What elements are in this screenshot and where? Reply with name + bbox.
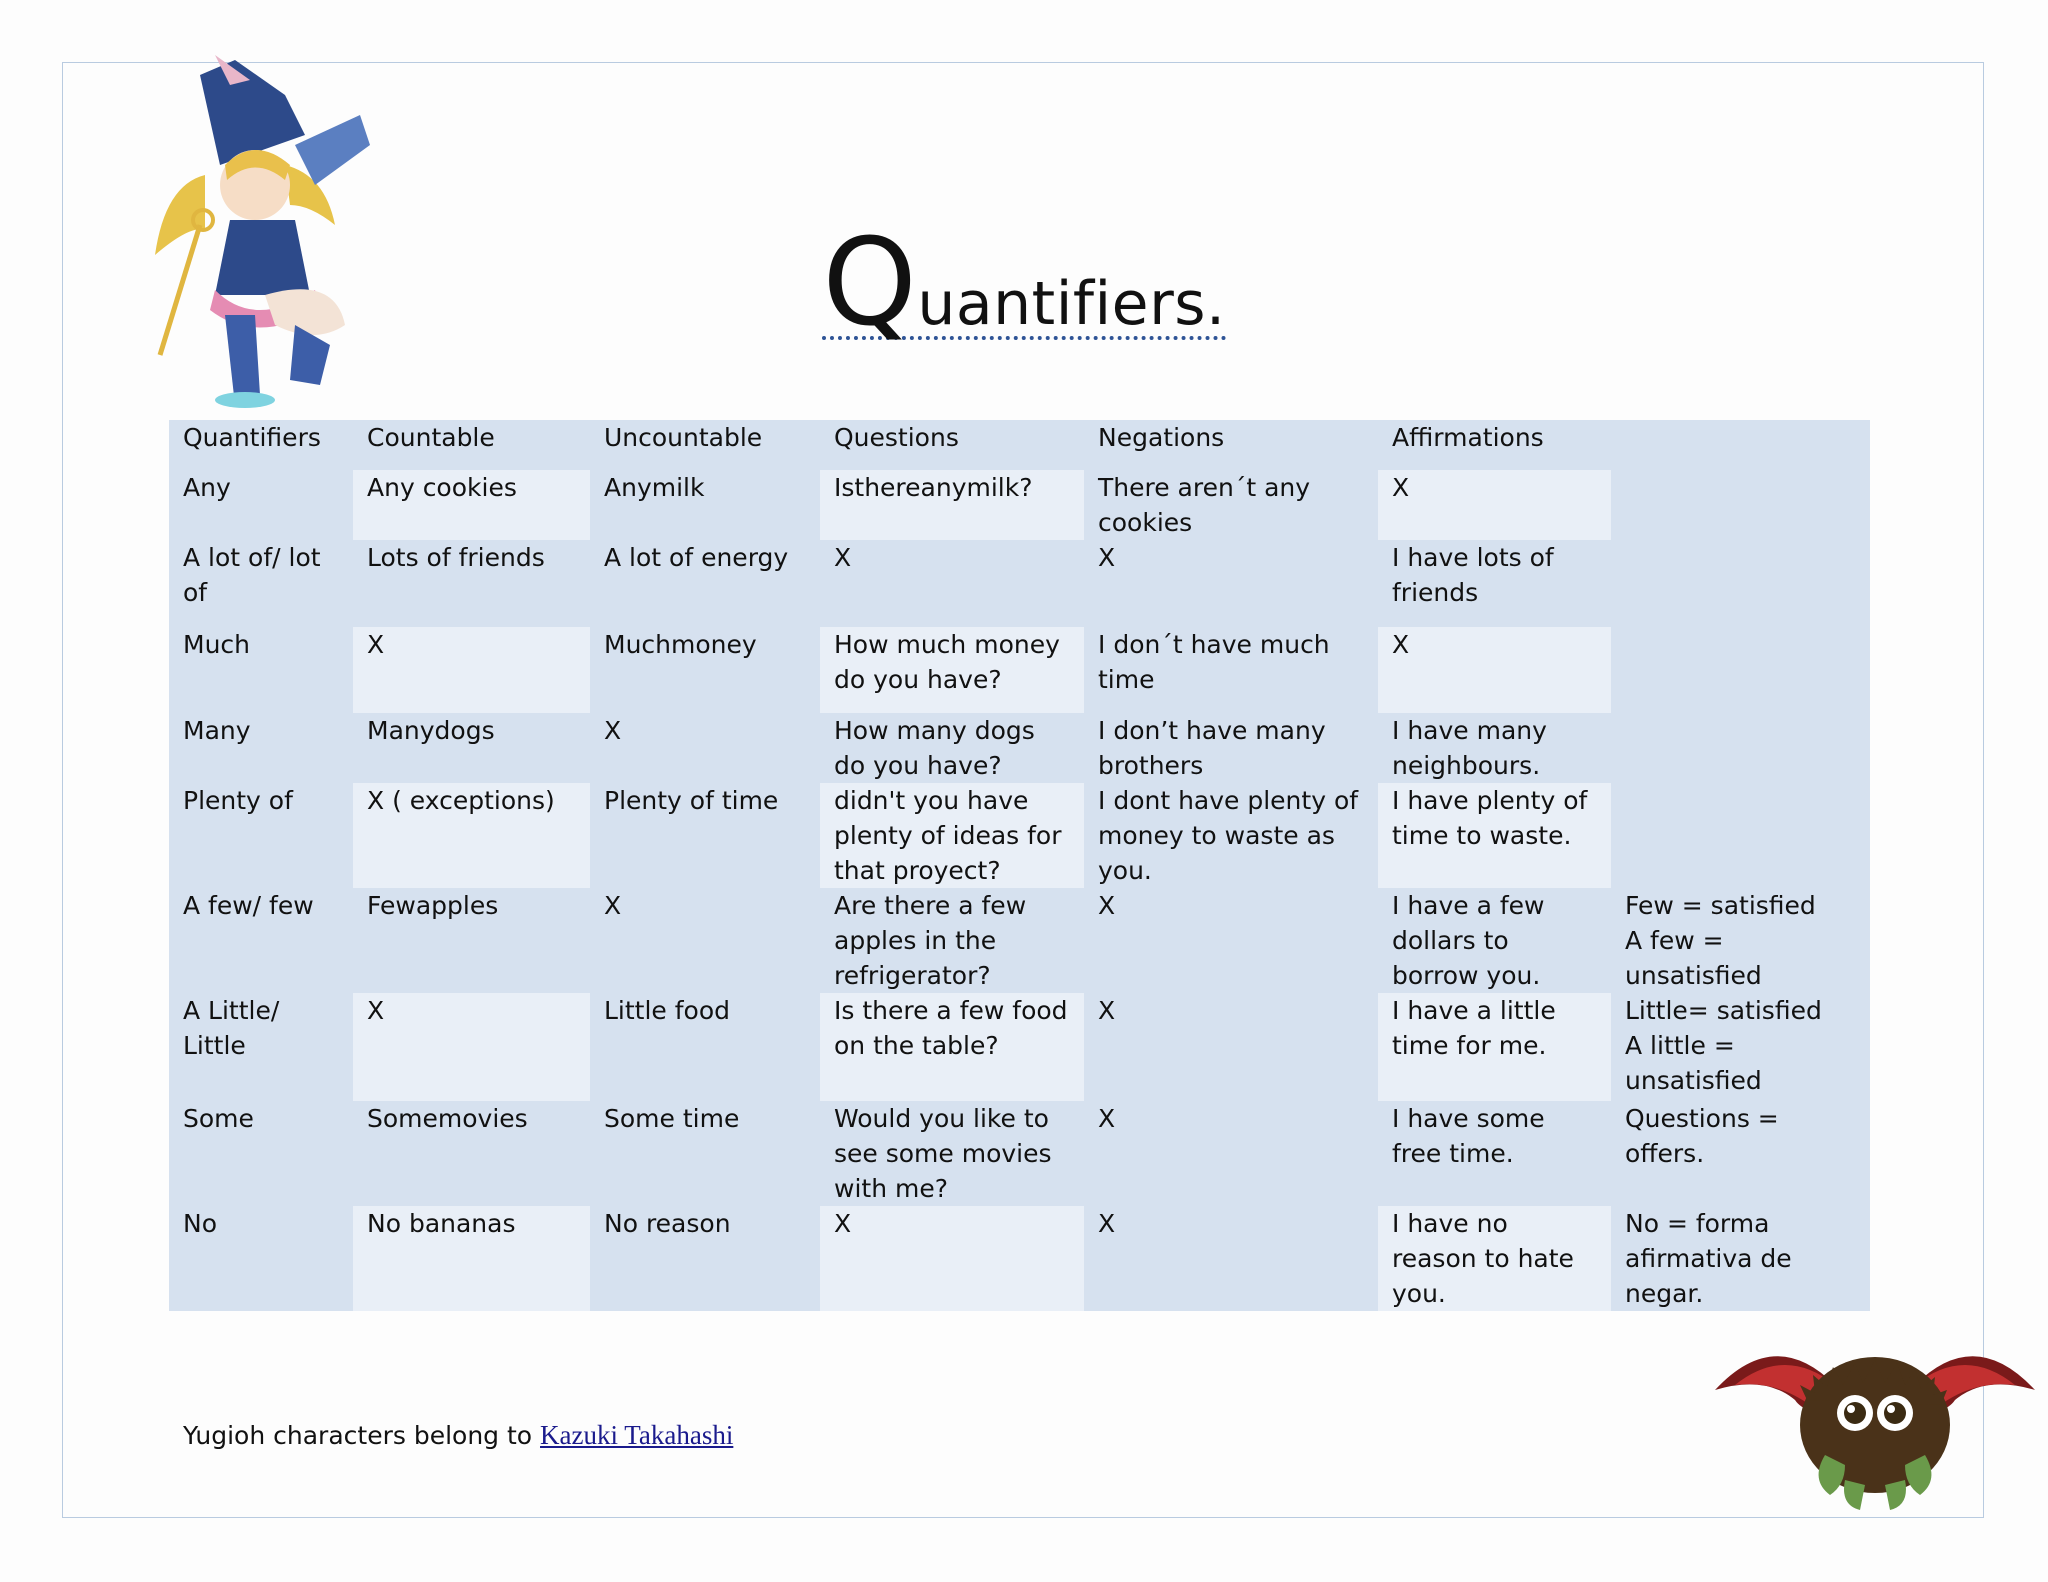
table-cell: X — [820, 540, 1084, 627]
table-cell: I have a few dollars to borrow you. — [1378, 888, 1611, 993]
author-link[interactable]: Kazuki Takahashi — [540, 1420, 734, 1450]
table-cell: Any — [169, 470, 353, 540]
table-cell: No = forma afirmativa de negar. — [1611, 1206, 1870, 1311]
table-header-cell: Quantifiers — [169, 420, 353, 470]
table-cell: X — [353, 993, 590, 1101]
table-cell: Fewapples — [353, 888, 590, 993]
table-cell: Somemovies — [353, 1101, 590, 1206]
table-header-cell — [1611, 420, 1870, 470]
table-cell: X — [1084, 540, 1378, 627]
table-header-cell: Questions — [820, 420, 1084, 470]
table-cell: X — [590, 713, 820, 783]
table-cell: I have many neighbours. — [1378, 713, 1611, 783]
table-cell: How many dogs do you have? — [820, 713, 1084, 783]
table-cell: There aren´t any cookies — [1084, 470, 1378, 540]
table-cell: Any cookies — [353, 470, 590, 540]
dark-magician-girl-illustration — [145, 55, 375, 410]
table-cell: X — [1378, 627, 1611, 713]
table-cell: Plenty of — [169, 783, 353, 888]
table-cell: Some — [169, 1101, 353, 1206]
table-cell: Anymilk — [590, 470, 820, 540]
table-cell: A Little/ Little — [169, 993, 353, 1101]
table-cell: A few/ few — [169, 888, 353, 993]
table-cell: X ( exceptions) — [353, 783, 590, 888]
table-header-row — [169, 420, 1870, 470]
table-cell: How much money do you have? — [820, 627, 1084, 713]
table-cell: Manydogs — [353, 713, 590, 783]
table-cell — [1611, 627, 1870, 713]
table-cell — [1611, 540, 1870, 627]
table-cell: I have some free time. — [1378, 1101, 1611, 1206]
table-cell: I dont have plenty of money to waste as you. — [1084, 783, 1378, 888]
title-initial: Q — [822, 214, 918, 353]
table-cell — [1611, 470, 1870, 540]
table-cell: Is there a few food on the table? — [820, 993, 1084, 1101]
table-cell: Much — [169, 627, 353, 713]
quantifiers-table — [169, 420, 1870, 1311]
title-rest: uantifiers. — [917, 269, 1226, 339]
table-header-cell: Uncountable — [590, 420, 820, 470]
table-cell: X — [1084, 1101, 1378, 1206]
table-cell: Some time — [590, 1101, 820, 1206]
table-cell: I don’t have many brothers — [1084, 713, 1378, 783]
table-cell: X — [353, 627, 590, 713]
page-title — [822, 214, 1226, 353]
table-cell: I have a little time for me. — [1378, 993, 1611, 1101]
table-row — [169, 627, 1870, 713]
table-row — [169, 713, 1870, 783]
table-cell: Muchmoney — [590, 627, 820, 713]
footer-text: Yugioh characters belong to — [183, 1421, 541, 1450]
table-cell: X — [1084, 888, 1378, 993]
table-row — [169, 470, 1870, 540]
table-cell: X — [590, 888, 820, 993]
table-cell: Isthereanymilk? — [820, 470, 1084, 540]
table-header-cell: Countable — [353, 420, 590, 470]
table-cell: No reason — [590, 1206, 820, 1311]
table-cell: Plenty of time — [590, 783, 820, 888]
table-header-cell: Affirmations — [1378, 420, 1611, 470]
table-cell: X — [1084, 993, 1378, 1101]
footer-credit — [183, 1420, 733, 1451]
table-row — [169, 540, 1870, 627]
table-cell: X — [1378, 470, 1611, 540]
table-cell — [1611, 713, 1870, 783]
table-cell: X — [820, 1206, 1084, 1311]
table-cell: I don´t have much time — [1084, 627, 1378, 713]
table-cell: X — [1084, 1206, 1378, 1311]
table-cell: A lot of/ lot of — [169, 540, 353, 627]
table-cell: I have plenty of time to waste. — [1378, 783, 1611, 888]
table-cell: Few = satisfied A few = unsatisfied — [1611, 888, 1870, 993]
table-row — [169, 993, 1870, 1101]
table-cell: Would you like to see some movies with me? — [820, 1101, 1084, 1206]
table-row — [169, 783, 1870, 888]
table-cell: No bananas — [353, 1206, 590, 1311]
table-cell: I have no reason to hate you. — [1378, 1206, 1611, 1311]
table-cell: Little food — [590, 993, 820, 1101]
table-cell: Lots of friends — [353, 540, 590, 627]
table-cell: A lot of energy — [590, 540, 820, 627]
table-cell: Questions = offers. — [1611, 1101, 1870, 1206]
table-cell: I have lots of friends — [1378, 540, 1611, 627]
table-cell — [1611, 783, 1870, 888]
table-cell: No — [169, 1206, 353, 1311]
table-cell: didn't you have plenty of ideas for that proyect? — [820, 783, 1084, 888]
table-cell: Many — [169, 713, 353, 783]
table-cell: Are there a few apples in the refrigerator? — [820, 888, 1084, 993]
table-header-cell: Negations — [1084, 420, 1378, 470]
table-cell: Little= satisfied A little = unsatisfied — [1611, 993, 1870, 1101]
table-row — [169, 1206, 1870, 1311]
table-row — [169, 888, 1870, 993]
table-row — [169, 1101, 1870, 1206]
kuriboh-winged-illustration — [1715, 1305, 2035, 1515]
